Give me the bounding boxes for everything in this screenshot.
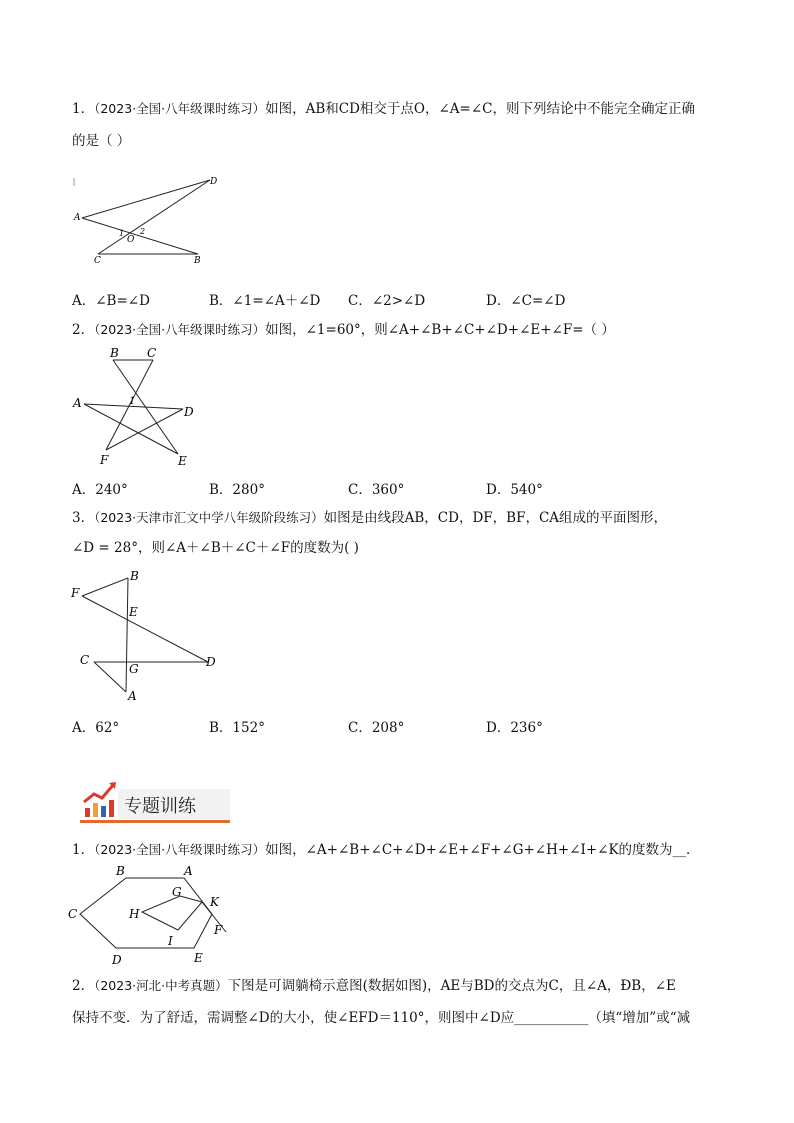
- q2-option-a[interactable]: A．240°: [72, 482, 128, 498]
- label-F: F: [100, 453, 109, 467]
- question-1-line2: 的是（ ）: [72, 133, 131, 149]
- q3-option-c[interactable]: C．208°: [348, 720, 405, 736]
- question-source: （2023·全国·八年级课时练习）: [94, 322, 266, 337]
- label-A: A: [74, 213, 81, 223]
- banner-underline: [80, 820, 230, 823]
- question-text: 如图是由线段AB，CD，DF，BF，CA组成的平面图形，: [323, 510, 668, 526]
- question-source: （2023·河北·中考真题）: [94, 978, 228, 993]
- question-source: （2023·全国·八年级课时练习）: [94, 842, 266, 857]
- question-number: 2．: [72, 978, 95, 994]
- label-B: B: [194, 256, 201, 264]
- figure-q2: [70, 342, 205, 470]
- label-C: C: [94, 256, 101, 264]
- question-number: 3．: [72, 510, 95, 526]
- label-D: D: [112, 953, 122, 967]
- label-C: C: [147, 346, 157, 360]
- figure-training-q1: [64, 862, 244, 970]
- label-B: B: [110, 346, 119, 360]
- label-E: E: [178, 454, 187, 468]
- question-3-line2: ∠D = 28°，则∠A＋∠B＋∠C＋∠F的度数为( ): [72, 540, 359, 556]
- question-number: 1．: [72, 101, 95, 117]
- q1-option-c[interactable]: C．∠2>∠D: [348, 293, 426, 309]
- training-question-1: [72, 840, 700, 860]
- question-text: 下图是可调躺椅示意图(数据如图)，AE与BD的交点为C，且∠A，ÐB，∠E: [227, 978, 676, 994]
- label-C: C: [68, 907, 78, 921]
- label-E: E: [129, 605, 138, 619]
- chart-trend-icon: [82, 780, 118, 820]
- section-banner: [80, 780, 230, 824]
- q3-option-a[interactable]: A．62°: [72, 720, 120, 736]
- q2-option-d[interactable]: D．540°: [486, 482, 543, 498]
- label-E: E: [194, 951, 203, 965]
- question-number: 1．: [72, 842, 95, 858]
- q2-option-b[interactable]: B．280°: [209, 482, 265, 498]
- label-A: A: [73, 396, 82, 410]
- question-text: 如图，AB和CD相交于点O，∠A=∠C，则下列结论中不能完全确定正确: [265, 101, 696, 117]
- label-C: C: [80, 653, 90, 667]
- label-2: 2: [140, 227, 146, 236]
- label-D: D: [210, 177, 218, 187]
- section-title: 专题训练: [124, 796, 196, 817]
- label-K: K: [210, 895, 219, 909]
- label-D: D: [184, 405, 194, 419]
- label-I: I: [168, 934, 173, 948]
- question-text: 如图，∠1=60°，则∠A+∠B+∠C+∠D+∠E+∠F=（ ）: [265, 322, 615, 338]
- label-F: F: [71, 586, 80, 600]
- figure-q3: [68, 566, 228, 702]
- label-1: 1: [119, 229, 125, 238]
- q3-option-b[interactable]: B．152°: [209, 720, 265, 736]
- label-A: A: [128, 689, 137, 702]
- question-text: 如图，∠A+∠B+∠C+∠D+∠E+∠F+∠G+∠H+∠I+∠K的度数为__．: [265, 842, 700, 858]
- question-1: [72, 99, 695, 119]
- question-3: [72, 508, 667, 528]
- label-G: G: [172, 885, 182, 899]
- question-source: （2023·天津市汇文中学八年级阶段练习）: [94, 510, 324, 525]
- label-B: B: [130, 569, 139, 583]
- label-G: G: [129, 662, 139, 676]
- label-D: D: [206, 655, 216, 669]
- label-O: O: [127, 235, 135, 245]
- question-source: （2023·全国·八年级课时练习）: [94, 101, 266, 116]
- label-1: 1: [129, 396, 136, 407]
- training-question-2-line2: 保持不变．为了舒适，需调整∠D的大小，使∠EFD＝110°，则图中∠D应___________（填“增加”或“减: [72, 1010, 691, 1026]
- q1-option-b[interactable]: B．∠1=∠A＋∠D: [209, 293, 321, 309]
- label-A: A: [184, 864, 193, 878]
- label-F: F: [214, 923, 223, 937]
- q1-option-d[interactable]: D．∠C=∠D: [486, 293, 566, 309]
- q3-option-d[interactable]: D．236°: [486, 720, 543, 736]
- q2-option-c[interactable]: C．360°: [348, 482, 405, 498]
- training-question-2: [72, 976, 676, 996]
- label-H: H: [129, 907, 140, 921]
- question-2: [72, 320, 615, 340]
- q1-option-a[interactable]: A．∠B=∠D: [72, 293, 150, 309]
- label-B: B: [116, 864, 125, 878]
- question-number: 2．: [72, 322, 95, 338]
- figure-q1: [70, 172, 230, 264]
